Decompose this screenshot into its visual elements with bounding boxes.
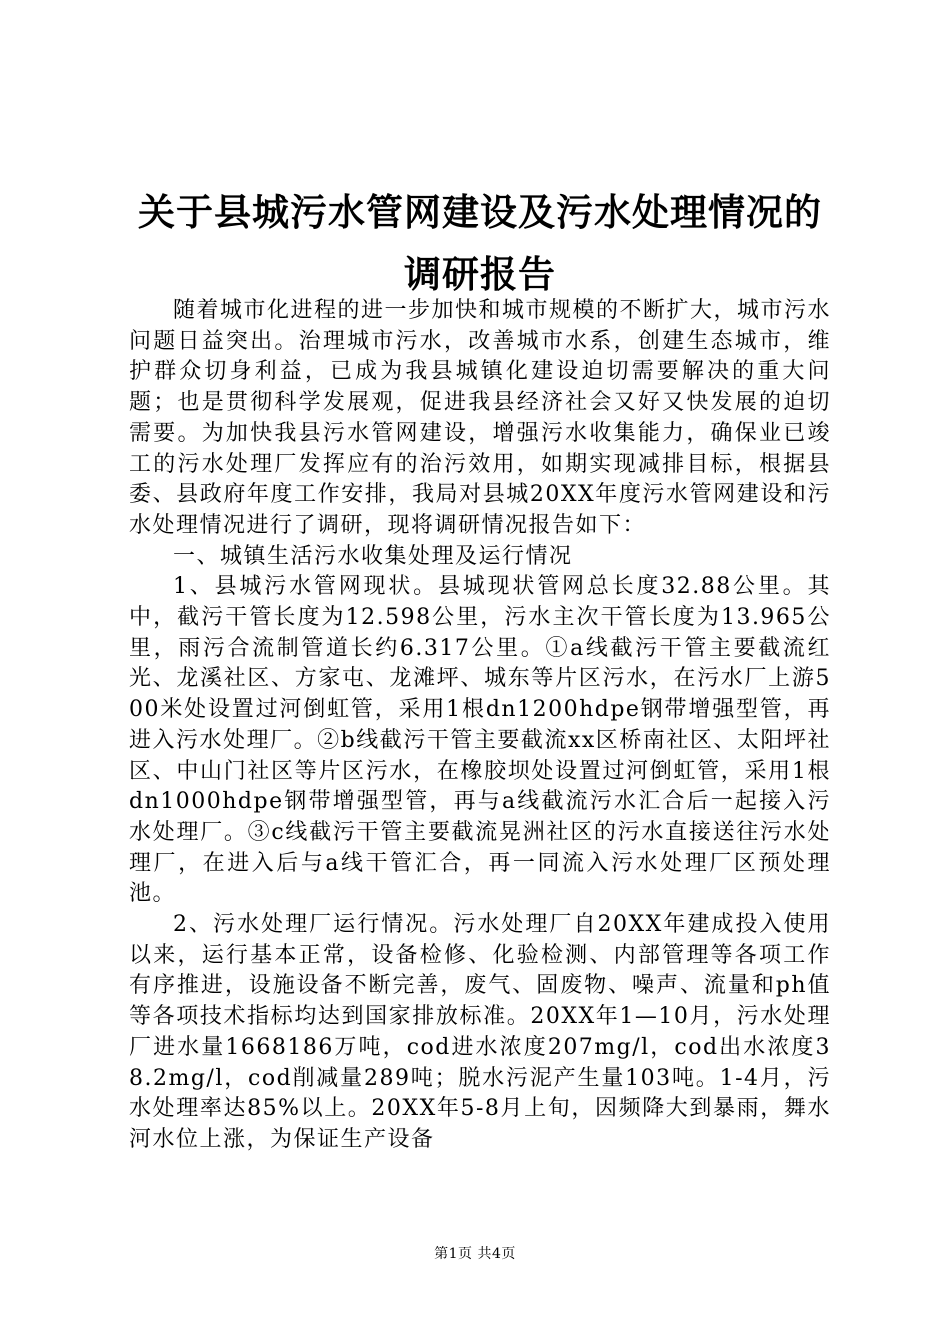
- section-heading: 一、城镇生活污水收集处理及运行情况: [173, 543, 573, 569]
- intro-paragraph: 随着城市化进程的进一步加快和城市规模的不断扩大，城市污水问题日益突出。治理城市污水，改善城市水系，创建生态城市，维护群众切身利益，已成为我县城镇化建设迫切需要解决的重大问题；也是贯彻科学发展观，促进我县经济社会又好又快发展的迫切需要。为加快我县污水管网建设，增强污水收集能力，确保业已竣工的污水处理厂发挥应有的治污效用，如期实现减排目标，根据县委、县政府年度工作安排，我局对县城20XX年度污水管网建设和污水处理情况进行了调研，现将调研情况报告如下：: [129, 298, 832, 538]
- page-number-footer: 第1页 共4页: [434, 1246, 516, 1262]
- treatment-plant-paragraph: 2、污水处理厂运行情况。污水处理厂自20XX年建成投入使用以来，运行基本正常，设备检修、化验检测、内部管理等各项工作有序推进，设施设备不断完善，废气、固废物、噪声、流量和ph值等各项技术指标均达到国家排放标准。20XX年1—10月，污水处理厂进水量1668186万吨，cod进水浓度207mg/l，cod出水浓度38.2mg/l，cod削减量289吨；脱水污泥产生量103吨。1-4月，污水处理率达85%以上。20XX年5-8月上旬，因频降大到暴雨，舞水河水位上涨，为保证生产设备: [129, 912, 831, 1152]
- document-title: 关于县城污水管网建设及污水处理情况的调研报告: [138, 191, 822, 296]
- pipe-network-paragraph: 1、县城污水管网现状。县城现状管网总长度32.88公里。其中，截污干管长度为12.598公里，污水主次干管长度为13.965公里，雨污合流制管道长约6.317公里。①a线截污干管主要截流红光、龙溪社区、方家屯、龙滩坪、城东等片区污水，在污水厂上游500米处设置过河倒虹管，采用1根dn1200hdpe钢带增强型管，再进入污水处理厂。②b线截污干管主要截流xx区桥南社区、太阳坪社区、中山门社区等片区污水，在橡胶坝处设置过河倒虹管，采用1根dn1000hdpe钢带增强型管，再与a线截流污水汇合后一起接入污水处理厂。③c线截污干管主要截流晃洲社区的污水直接送往污水处理厂，在进入后与a线干管汇合，再一同流入污水处理厂区预处理池。: [129, 574, 831, 907]
- document-body: [129, 296, 831, 1156]
